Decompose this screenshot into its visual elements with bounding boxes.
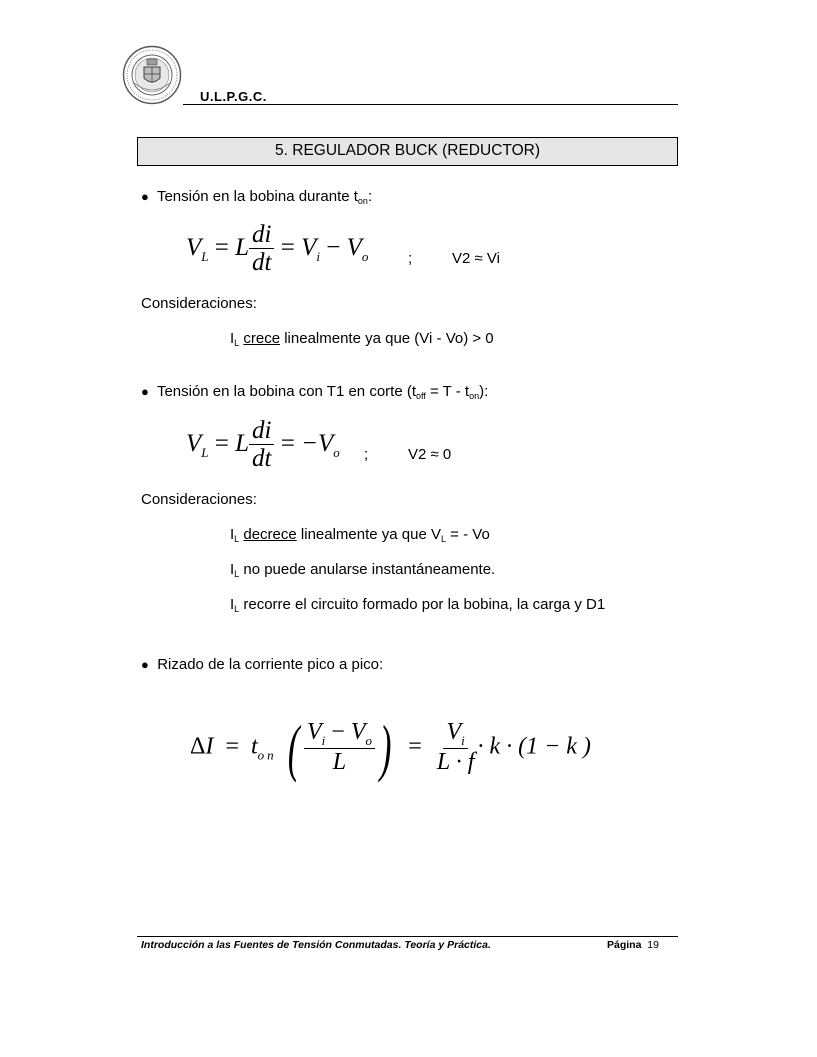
- eq1-vi-sub: i: [316, 249, 320, 265]
- consideration-item-1: [230, 330, 494, 348]
- eq3-t: t: [250, 733, 258, 760]
- eq1-equals: =: [214, 234, 229, 262]
- eq3-fraction-2: [434, 720, 478, 775]
- eq2-num: di: [249, 418, 274, 445]
- eq3-num-vi: V: [306, 719, 322, 746]
- bullet-3-text: Rizado de la corriente pico a pico:: [157, 656, 384, 673]
- equation-inductor-voltage-off: [186, 418, 340, 473]
- header-rule: [183, 104, 678, 105]
- eq2-rhs-sub: o: [333, 445, 340, 461]
- consideration-item-3: [230, 561, 495, 579]
- eq3-lparen: (: [287, 712, 300, 783]
- eq3-den-L: L: [332, 749, 347, 776]
- c1-var-sub: L: [234, 338, 240, 348]
- bullet-icon: ●: [141, 384, 149, 399]
- c2-rest: linealmente ya que V: [296, 526, 441, 543]
- eq1-minus: −: [326, 234, 341, 262]
- eq3-I: I: [205, 733, 214, 760]
- eq3-frac2-vi: V: [446, 719, 462, 746]
- considerations-label-2: Consideraciones:: [141, 491, 257, 508]
- eq3-tail: · k · (1 − k ): [477, 733, 591, 760]
- eq3-delta: Δ: [190, 733, 206, 760]
- c2-var: I: [230, 526, 235, 543]
- eq3-num-vo: V: [350, 719, 366, 746]
- eq2-rhs: −V: [301, 430, 334, 458]
- bullet-item-2: [141, 383, 488, 401]
- bullet-2-end: ):: [479, 383, 489, 400]
- eq3-frac1-num: [304, 720, 375, 749]
- university-seal-logo: [122, 45, 182, 105]
- eq1-note: V2 ≈ Vi: [452, 250, 500, 267]
- section-title-box: [137, 137, 678, 166]
- eq2-lhs-sub: L: [201, 445, 209, 461]
- eq3-t-sub: on: [257, 747, 277, 763]
- eq1-separator: ;: [408, 250, 413, 267]
- c1-var: I: [230, 330, 235, 347]
- eq2-lhs: V: [186, 430, 202, 458]
- eq1-lhs: V: [186, 234, 202, 262]
- c2-var-sub: L: [234, 534, 240, 544]
- eq1-vo: V: [346, 234, 362, 262]
- bullet-2-sub1: off: [416, 391, 426, 401]
- considerations-label-1: Consideraciones:: [141, 295, 257, 312]
- bullet-item-1: [141, 188, 372, 206]
- c3-var: I: [230, 561, 235, 578]
- eq2-L: L: [235, 430, 250, 458]
- eq3-fraction-1: [304, 720, 375, 775]
- eq2-fraction: [249, 418, 274, 473]
- c1-rest: linealmente ya que (Vi - Vo) > 0: [280, 330, 494, 347]
- eq2-note: V2 ≈ 0: [408, 446, 452, 463]
- footer-page: [607, 939, 659, 951]
- eq1-vi: V: [301, 234, 317, 262]
- eq1-fraction: [249, 222, 274, 277]
- eq3-frac2-vi-sub: i: [461, 733, 465, 749]
- footer-rule: [137, 936, 678, 937]
- eq1-num: di: [249, 222, 274, 249]
- footer-page-label: Página: [607, 939, 642, 951]
- c1-underlined: crece: [243, 330, 281, 347]
- bullet-icon: ●: [141, 657, 149, 672]
- institution-name: U.L.P.G.C.: [200, 89, 267, 104]
- bullet-1-text: Tensión en la bobina durante t: [156, 188, 358, 205]
- eq1-vo-sub: o: [361, 249, 369, 265]
- eq3-frac2-den: L · f: [436, 749, 475, 776]
- consideration-item-2: [230, 526, 490, 544]
- c4-var-sub: L: [234, 604, 240, 614]
- section-title: 5. REGULADOR BUCK (REDUCTOR): [275, 142, 540, 159]
- eq2-equals-2: =: [280, 430, 295, 458]
- eq3-num-vo-sub: o: [365, 733, 372, 749]
- equation-inductor-voltage-on: [186, 222, 368, 277]
- eq2-separator: ;: [364, 446, 369, 463]
- c3-var-sub: L: [234, 569, 240, 579]
- eq3-num-vi-sub: i: [321, 733, 326, 749]
- bullet-2-sub2: on: [469, 391, 480, 401]
- bullet-icon: ●: [141, 189, 149, 204]
- eq3-equals: =: [225, 733, 239, 760]
- footer-book-title: Introducción a las Fuentes de Tensión Conmutadas. Teoría y Práctica.: [141, 939, 491, 951]
- footer-page-number: 19: [647, 939, 659, 951]
- eq1-lhs-sub: L: [201, 249, 209, 265]
- eq3-equals-2: =: [408, 733, 422, 760]
- bullet-2-mid: = T - t: [425, 383, 470, 400]
- equation-ripple-current: [190, 712, 591, 783]
- c4-var: I: [230, 596, 235, 613]
- c2-rest-end: = - Vo: [446, 526, 490, 543]
- eq3-rparen: ): [379, 712, 392, 783]
- c3-rest: no puede anularse instantáneamente.: [239, 561, 496, 578]
- c2-rest-sub: L: [441, 534, 447, 544]
- eq1-den: dt: [252, 249, 272, 277]
- bullet-2-text: Tensión en la bobina con T1 en corte (t: [156, 383, 416, 400]
- eq3-frac2-num: [443, 720, 467, 749]
- bullet-1-sub: on: [357, 196, 368, 206]
- eq1-equals-2: =: [280, 234, 295, 262]
- eq3-minus: −: [331, 719, 345, 746]
- eq1-L: L: [235, 234, 250, 262]
- consideration-item-4: [230, 596, 605, 614]
- bullet-1-suffix: :: [367, 188, 373, 205]
- c4-rest: recorre el circuito formado por la bobina, la carga y D1: [239, 596, 606, 613]
- bullet-item-3: [141, 656, 383, 673]
- eq2-equals: =: [214, 430, 229, 458]
- c2-underlined: decrece: [243, 526, 297, 543]
- eq2-den: dt: [252, 445, 272, 473]
